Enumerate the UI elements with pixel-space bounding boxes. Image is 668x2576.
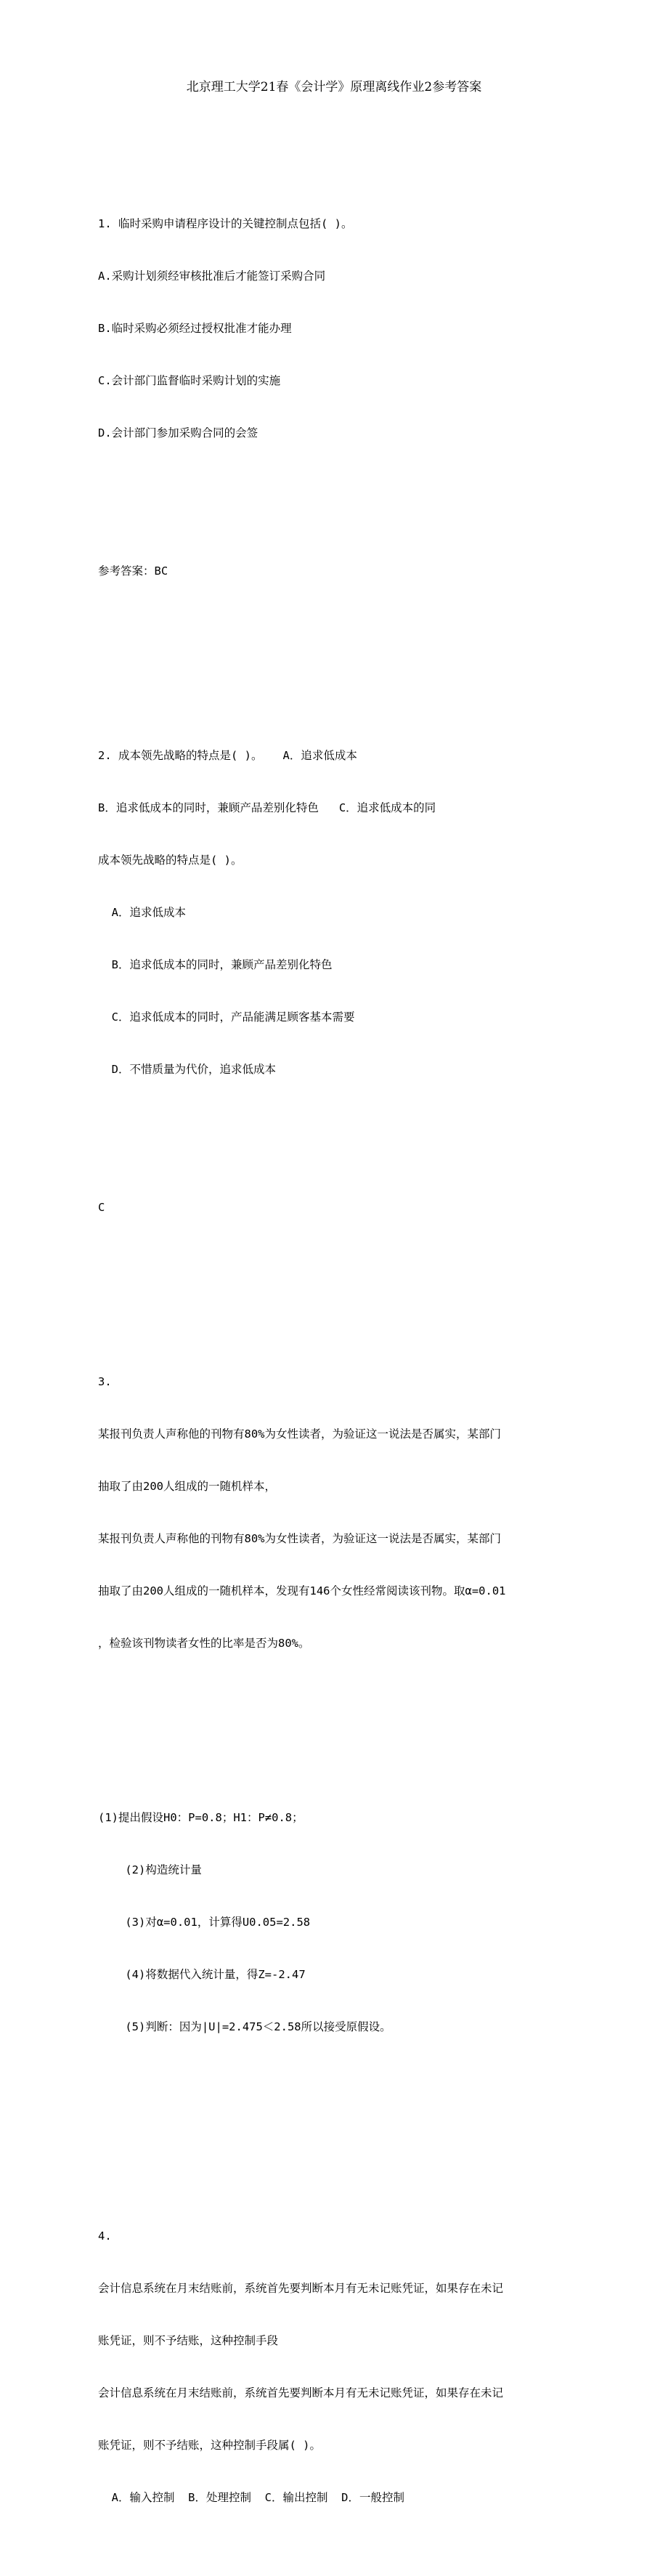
question-1-option-c: C.会计部门监督临时采购计划的实施 <box>98 374 281 387</box>
question-3-line: ，检验该刊物读者女性的比率是否为80%。 <box>98 1637 310 1650</box>
question-3-answer <box>98 1774 577 2070</box>
spacer <box>98 1251 577 1268</box>
question-1-answer: 参考答案：BC <box>98 564 168 578</box>
question-1-option-d: D.会计部门参加采购合同的会签 <box>98 426 258 440</box>
question-3-line: 某报刊负责人声称他的刊物有80%为女性读者，为验证这一说法是否属实，某部门 <box>98 1427 501 1441</box>
question-3-line: 抽取了由200人组成的一随机样本， <box>98 1480 276 1493</box>
question-2-option-a: A．追求低成本 <box>98 906 186 919</box>
question-1-stem: 1. 临时采购申请程序设计的关键控制点包括( )。 <box>98 217 353 230</box>
spacer <box>98 1722 577 1739</box>
question-4-line: 账凭证，则不予结账，这种控制手段属( )。 <box>98 2439 321 2452</box>
spacer <box>98 615 577 642</box>
spacer <box>98 1148 577 1164</box>
question-2-answer: C <box>98 1201 105 1214</box>
question-4-number: 4. <box>98 2229 112 2243</box>
question-2 <box>98 712 577 1113</box>
question-3-answer-step: (3)对α=0.01，计算得U0.05=2.58 <box>98 1916 311 1929</box>
question-3-answer-step: (5)判断：因为|U|=2.475＜2.58所以接受原假设。 <box>98 2020 391 2033</box>
question-4 <box>98 2192 577 2541</box>
spacer <box>98 511 577 527</box>
question-2-line: 成本领先战略的特点是( )。 <box>98 854 243 867</box>
question-3-answer-step: (2)构造统计量 <box>98 1863 202 1876</box>
question-3-line: 某报刊负责人声称他的刊物有80%为女性读者，为验证这一说法是否属实，某部门 <box>98 1532 501 1545</box>
question-1 <box>98 180 577 477</box>
question-2-option-d: D．不惜质量为代价，追求低成本 <box>98 1063 276 1076</box>
question-2-line: B．追求低成本的同时，兼顾产品差别化特色 C．追求低成本的同 <box>98 801 436 814</box>
question-4-options: A．输入控制 B．处理控制 C．输出控制 D．一般控制 <box>98 2491 404 2504</box>
question-3-answer-step: (4)将数据代入统计量，得Z=-2.47 <box>98 1968 306 1981</box>
question-3-line: 抽取了由200人组成的一随机样本，发现有146个女性经常阅读该刊物。取α=0.01 <box>98 1584 506 1597</box>
spacer <box>98 2105 577 2123</box>
question-3-number: 3. <box>98 1375 112 1388</box>
question-2-option-c: C．追求低成本的同时，产品能满足顾客基本需要 <box>98 1010 355 1024</box>
question-3-answer-step: (1)提出假设H0：P=0.8；H1：P≠0.8； <box>98 1811 304 1824</box>
document-body <box>98 110 577 2576</box>
question-4-line: 会计信息系统在月末结账前，系统首先要判断本月有无未记账凭证，如果存在未记 <box>98 2282 504 2295</box>
question-2-line: 2. 成本领先战略的特点是( )。 A．追求低成本 <box>98 749 357 762</box>
question-3 <box>98 1338 577 1687</box>
question-2-option-b: B．追求低成本的同时，兼顾产品差别化特色 <box>98 958 333 971</box>
question-4-line: 账凭证，则不予结账，这种控制手段 <box>98 2334 279 2347</box>
question-1-option-b: B.临时采购必须经过授权批准才能办理 <box>98 322 292 335</box>
question-1-option-a: A.采购计划须经审核批准后才能签订采购合同 <box>98 270 326 283</box>
document-title: 北京理工大学21春《会计学》原理离线作业2参考答案 <box>186 80 482 94</box>
question-4-line: 会计信息系统在月末结账前，系统首先要判断本月有无未记账凭证，如果存在未记 <box>98 2386 504 2399</box>
